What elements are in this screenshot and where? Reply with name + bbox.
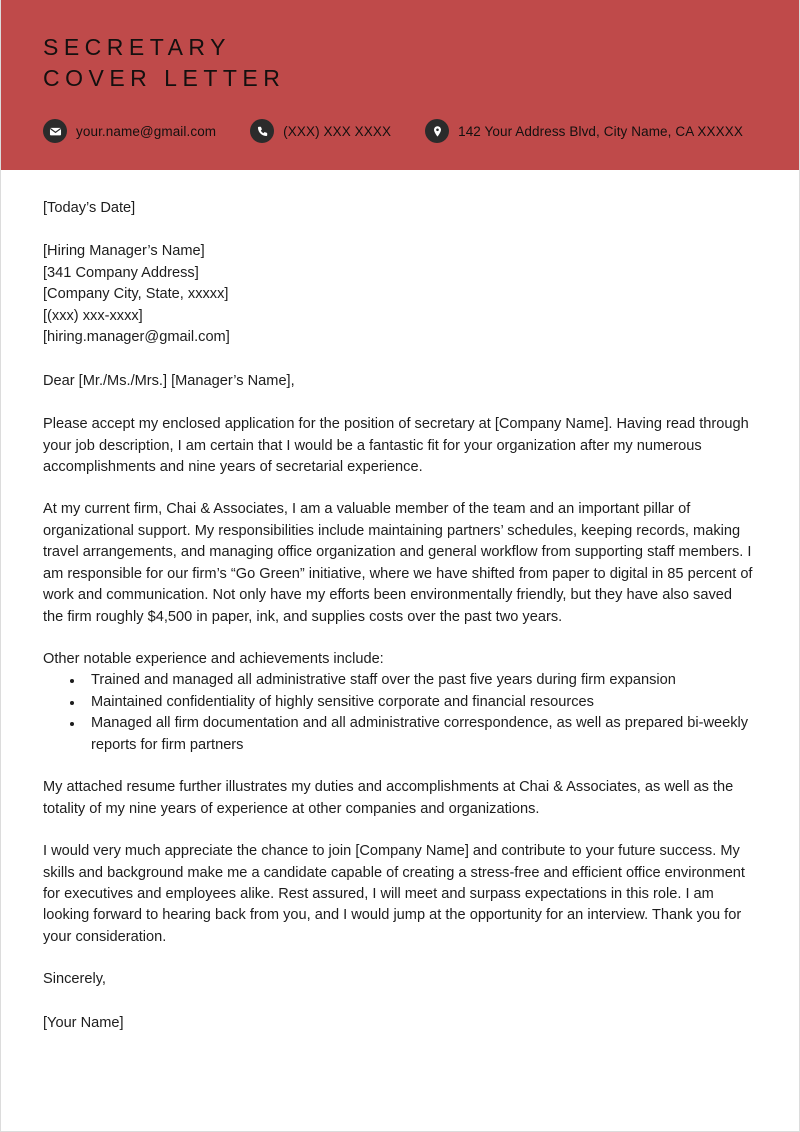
spacer xyxy=(43,219,753,241)
location-pin-icon xyxy=(425,119,449,143)
contact-phone xyxy=(250,119,391,143)
list-item: Managed all firm documentation and all administrative correspondence, as well as prepared bi-weekly reports for firm partners xyxy=(43,713,753,756)
list-item: Maintained confidentiality of highly sensitive corporate and financial resources xyxy=(43,692,753,713)
spacer xyxy=(43,991,753,1013)
closing-salutation: Sincerely, xyxy=(43,971,106,988)
envelope-icon xyxy=(43,119,67,143)
spacer xyxy=(43,756,753,777)
spacer xyxy=(43,948,753,969)
page-title xyxy=(43,32,799,93)
recipient-line: [(xxx) xxx-xxxx] xyxy=(43,307,143,324)
paragraph-4: I would very much appreciate the chance to join [Company Name] and contribute to your future success. My skills and background make me a candidate capable of creating a stress-free and efficient office environment for executives and employees alike. Rest assured, I will meet and surpass expectations in this role. I am looking forward to hearing back from you, and I would jump at the opportunity for an interview. Thank you for your consideration. xyxy=(43,843,745,945)
spacer xyxy=(43,628,753,649)
contact-email-text: your.name@gmail.com xyxy=(76,123,217,139)
contact-address-text: 142 Your Address Blvd, City Name, CA XXXXX xyxy=(458,123,743,139)
contact-email xyxy=(43,119,216,143)
recipient-block xyxy=(43,241,753,348)
contact-bar xyxy=(43,119,799,143)
document-header xyxy=(1,0,799,170)
recipient-line: [Company City, State, xxxxx] xyxy=(43,286,229,303)
achievements-list xyxy=(43,670,753,756)
paragraph-2: At my current firm, Chai & Associates, I am a valuable member of the team and an important pillar of organizational support. My responsibilities include maintaining partners’ schedules, keeping records, making travel arrangements, and managing office organization and general workflow from supporting staff members. I am responsible for our firm’s “Go Green” initiative, where we have shifted from paper to digital in 85 percent of work and communication. Not only have my efforts been environmentally friendly, but they have also saved the firm roughly $4,500 in paper, ink, and supplies costs over the past two years. xyxy=(43,501,753,625)
contact-address xyxy=(425,119,743,143)
spacer xyxy=(43,392,753,414)
spacer xyxy=(43,478,753,499)
letter-date: [Today’s Date] xyxy=(43,200,136,216)
recipient-line: [341 Company Address] xyxy=(43,264,199,281)
paragraph-1: Please accept my enclosed application for the position of secretary at [Company Name]. Having read through your job description, I am certain that I would be a fantastic fit for your organization after my numerous accomplishments and nine years of secretarial experience. xyxy=(43,416,749,475)
list-item: Trained and managed all administrative staff over the past five years during firm expansion xyxy=(43,670,753,691)
recipient-line: [hiring.manager@gmail.com] xyxy=(43,329,230,346)
phone-icon xyxy=(250,119,274,143)
signature-name: [Your Name] xyxy=(43,1014,124,1031)
spacer xyxy=(43,349,753,371)
salutation: Dear [Mr./Ms./Mrs.] [Manager’s Name], xyxy=(43,372,295,389)
contact-phone-text: (XXX) XXX XXXX xyxy=(283,123,392,139)
recipient-line: [Hiring Manager’s Name] xyxy=(43,243,205,260)
list-intro: Other notable experience and achievements include: xyxy=(43,651,384,667)
letter-body xyxy=(1,170,799,1034)
title-line-2: COVER LETTER xyxy=(43,64,286,91)
spacer xyxy=(43,820,753,841)
paragraph-3: My attached resume further illustrates my duties and accomplishments at Chai & Associates, as well as the totality of my nine years of experience at other companies and organizations. xyxy=(43,779,734,817)
title-line-1: SECRETARY xyxy=(43,34,231,60)
